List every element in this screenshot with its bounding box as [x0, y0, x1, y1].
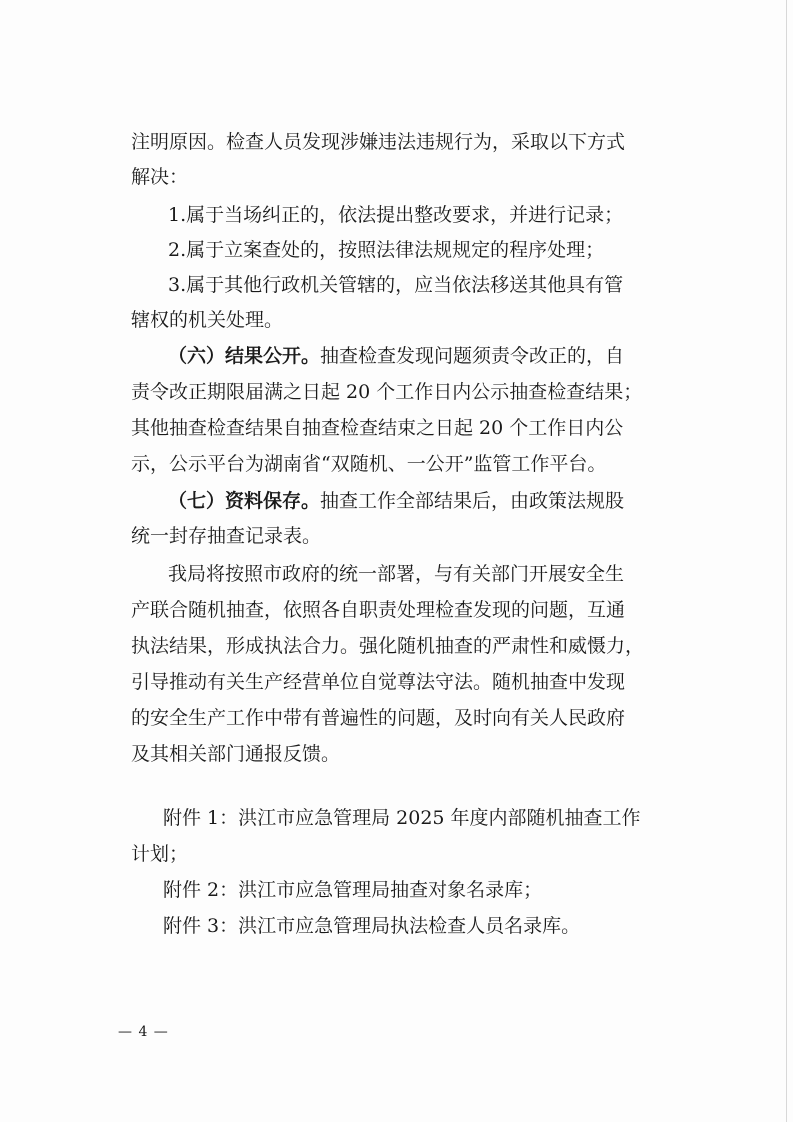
paragraph-line: 执法结果，形成执法合力。强化随机抽查的严肃性和威慑力，: [131, 635, 645, 657]
paragraph-line: 解决：: [131, 166, 189, 188]
paragraph-line: 及其相关部门通报反馈。: [131, 743, 341, 765]
list-item: 3.属于其他行政机关管辖的，应当依法移送其他具有管: [168, 274, 624, 296]
attachment-item: 附件 2：洪江市应急管理局抽查对象名录库；: [163, 879, 543, 901]
list-item: 1.属于当场纠正的，依法提出整改要求，并进行记录；: [168, 204, 624, 226]
paragraph-line: 我局将按照市政府的统一部署，与有关部门开展安全生: [168, 563, 625, 585]
list-item-continued: 辖权的机关处理。: [131, 309, 284, 331]
list-item: 2.属于立案查处的，按照法律法规规定的程序处理；: [168, 239, 605, 261]
section-text: 抽查工作全部结果后，由政策法规股: [320, 490, 625, 512]
paragraph-line: 的安全生产工作中带有普遍性的问题，及时向有关人民政府: [131, 707, 626, 729]
paragraph-line: 示，公示平台为湖南省“双随机、一公开”监管工作平台。: [131, 453, 607, 475]
section-title-data-storage: （七）资料保存。: [168, 490, 321, 512]
paragraph-line: 责令改正期限届满之日起 20 个工作日内公示抽查检查结果；: [131, 381, 643, 403]
paragraph-line: 引导推动有关生产经营单位自觉尊法守法。随机抽查中发现: [131, 671, 626, 693]
paragraph-line: 注明原因。检查人员发现涉嫌违法违规行为，采取以下方式: [131, 131, 626, 153]
paragraph-line: 统一封存抽查记录表。: [131, 525, 322, 547]
paragraph-line: 其他抽查检查结果自抽查检查结束之日起 20 个工作日内公: [131, 417, 624, 439]
page-number: — 4 —: [118, 1024, 169, 1040]
section-heading-line: [168, 489, 624, 513]
attachment-item-continued: 计划；: [131, 843, 189, 865]
attachment-item: 附件 3：洪江市应急管理局执法检查人员名录库。: [163, 915, 581, 937]
section-heading-line: [168, 344, 624, 368]
section-title-results-public: （六）结果公开。: [168, 345, 321, 367]
attachment-item: 附件 1：洪江市应急管理局 2025 年度内部随机抽查工作: [163, 807, 641, 829]
page-edge-shadow: [786, 0, 787, 1122]
paragraph-line: 产联合随机抽查，依照各自职责处理检查发现的问题，互通: [131, 599, 626, 621]
section-text: 抽查检查发现问题须责令改正的，自: [320, 345, 625, 367]
